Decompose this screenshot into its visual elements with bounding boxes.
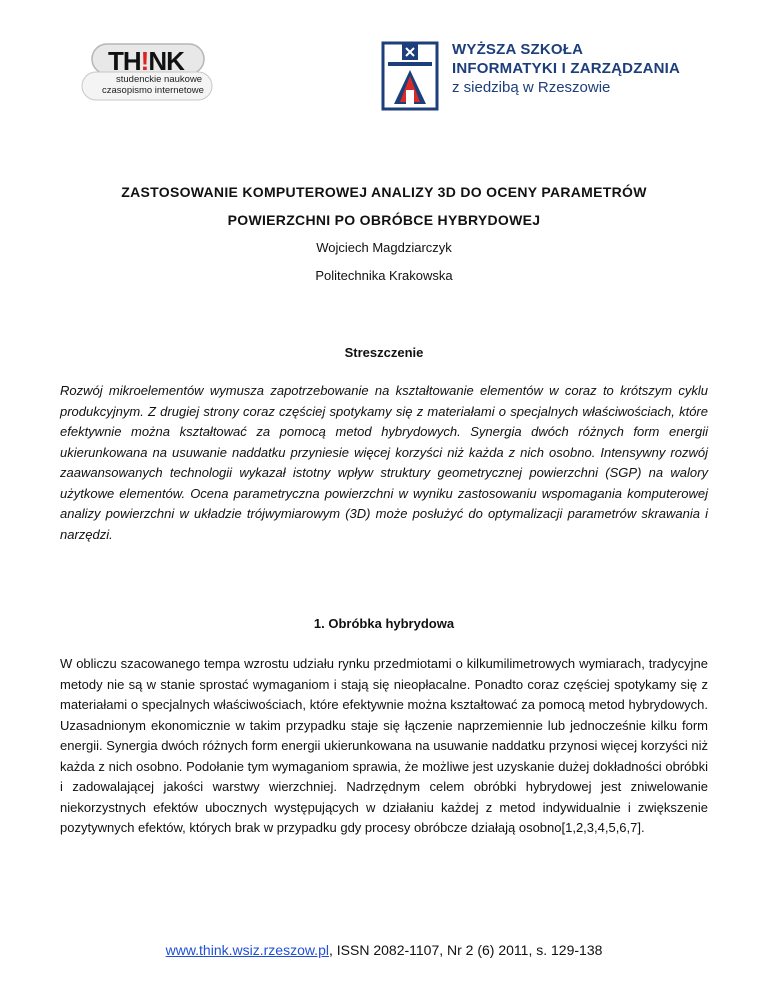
think-logo-subtitle-1: studenckie naukowe — [116, 74, 203, 85]
paper-title-line-1: ZASTOSOWANIE KOMPUTEROWEJ ANALIZY 3D DO OCENY PARAMETRÓW — [121, 184, 647, 200]
section-1-body: W obliczu szacowanego tempa wzrostu udziału rynku przedmiotami o kilkumilimetrowych wymiarach, tradycyjne metody nie są w stanie sprostać wymaganiom i stają się nieopłacalne. Ponadto coraz częściej spotykamy się z materiałami o specjalnych właściwościach, które efektywnie można kształtować za pomocą metod hybrydowych. Uzasadnionym ekonomicznie w takim przypadku staje się łączenie naprzemiennie lub jednocześnie kilku form energii. Synergia dwóch różnych form energii ukierunkowana na usuwanie naddatku przynosi więcej korzyści niż każda z nich osobno. Podołanie tym wymaganiom sprawia, że możliwe jest uzyskanie dużej dokładności obróbki i zadowalającej jakości warstwy wierzchniej. Nadrzędnym celem obróbki hybrydowej jest zniwelowanie niekorzystnych efektów ubocznych występujących w działaniu każdej z metod indywidualnie i zwiększenie pozytywnych efektów, których brak w przypadku gdy procesy obróbcze działają osobno[1,2,3,4,5,6,7]. — [60, 656, 708, 835]
author-affiliation: Politechnika Krakowska — [315, 268, 453, 283]
footer-journal-link[interactable]: www.think.wsiz.rzeszow.pl — [165, 942, 329, 958]
wsiz-logo-line-2: INFORMATYKI I ZARZĄDZANIA — [452, 60, 681, 77]
page-footer — [60, 942, 708, 958]
think-logo-word: TH!NK — [108, 46, 184, 76]
author-name: Wojciech Magdziarczyk — [316, 240, 452, 255]
wsiz-logo-line-1: WYŻSZA SZKOŁA — [452, 41, 584, 58]
section-1-heading: 1. Obróbka hybrydowa — [313, 616, 455, 631]
wsiz-logo-line-3: z siedzibą w Rzeszowie — [452, 79, 611, 96]
wsiz-logo-text — [452, 40, 692, 97]
footer-citation: , ISSN 2082-1107, Nr 2 (6) 2011, s. 129-138 — [328, 942, 603, 958]
think-logo — [78, 42, 218, 102]
think-logo-subtitle-2: czasopismo internetowe — [102, 85, 204, 96]
abstract-text: Rozwój mikroelementów wymusza zapotrzebowanie na kształtowanie elementów w coraz to krótszym cyklu produkcyjnym. Z drugiej strony coraz częściej spotykamy się z materiałami o specjalnych właściwościach, które efektywnie można kształtować za pomocą metod hybrydowych. Synergia dwóch różnych form energii ukierunkowana na usuwanie naddatku przyniesie więcej korzyści niż każda z nich osobno. Intensywny rozwój zaawansowanych technologii wykazał istotny wpływ struktury geometrycznej powierzchni (SGP) na walory użytkowe elementów. Ocena parametryczna powierzchni w wyniku zastosowaniu wspomagania komputerowej analizy powierzchni w układzie trójwymiarowym (3D) może posłużyć do optymalizacji parametrów skrawania i narzędzi. — [60, 383, 708, 542]
abstract-heading: Streszczenie — [344, 345, 424, 360]
paper-title-line-2: POWIERZCHNI PO OBRÓBCE HYBRYDOWEJ — [227, 212, 541, 228]
wsiz-emblem-icon — [380, 40, 440, 112]
